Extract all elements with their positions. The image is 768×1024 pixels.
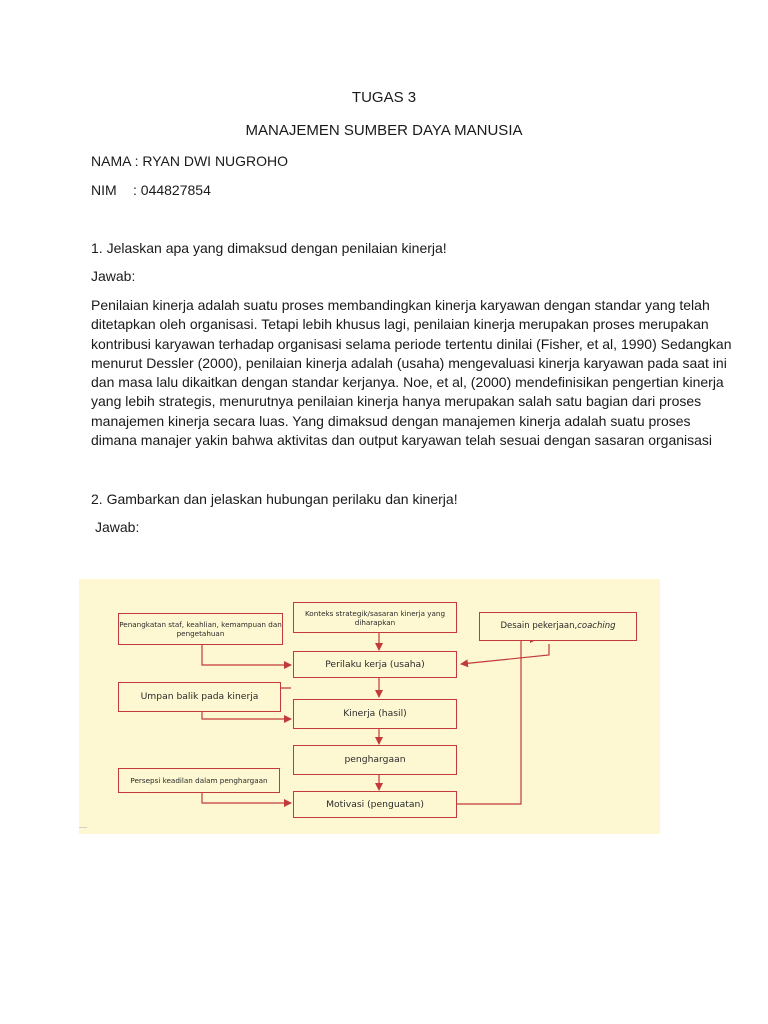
answer-line: manajemen kinerja secara luas. Yang dimaksud dengan manajemen kinerja adalah suatu proses: [91, 412, 691, 429]
student-nim: [91, 182, 211, 198]
arrow-fairness-to-motivation: [202, 793, 291, 803]
box-job-design: [479, 612, 637, 641]
answer-line: ditetapkan oleh organisasi. Tetapi lebih khusus lagi, penilaian kinerja merupakan proses merupakan: [91, 316, 709, 333]
box-motivation: Motivasi (penguatan): [293, 791, 457, 818]
box-staff-skills: Penangkatan staf, keahlian, kemampuan dan pengetahuan: [118, 613, 283, 645]
answer-label-1: Jawab:: [91, 268, 136, 284]
document-subtitle: MANAJEMEN SUMBER DAYA MANUSIA: [245, 122, 523, 139]
answer-line: yang lebih strategis, menurutnya penilaian kinerja hanya merupakan salah satu bagian dari proses: [91, 393, 702, 410]
answer-line: kontribusi karyawan terhadap organisasi selama periode tertentu dinilai (Fisher, et al, 1990) Sedangkan: [91, 335, 732, 352]
coaching-text: coaching: [577, 621, 616, 632]
answer-label-2: Jawab:: [95, 519, 140, 535]
answer-line: dan masa lalu dikaitkan dengan standar kerjanya. Noe, et al, (2000) mendefinisikan pengertian kinerja: [91, 374, 724, 391]
job-design-text: Desain pekerjaan,: [500, 621, 578, 632]
question-1: 1. Jelaskan apa yang dimaksud dengan penilaian kinerja!: [91, 240, 447, 256]
answer-line: menurut Dessler (2000), penilaian kinerja adalah (usaha) mengevaluasi kinerja karyawan pada saat ini: [91, 354, 727, 371]
arrow-feedback-to-performance: [202, 712, 291, 719]
nim-label: NIM: [91, 182, 117, 198]
answer-line: Penilaian kinerja adalah suatu proses membandingkan kinerja karyawan dengan standar yang telah: [91, 297, 710, 313]
answer-line: dimana manajer yakin bahwa aktivitas dan output karyawan telah sesuai dengan sasaran organisasi: [91, 432, 713, 449]
behavior-performance-diagram: [79, 579, 660, 834]
scan-mark: [79, 827, 87, 828]
box-fairness-perception: Persepsi keadilan dalam penghargaan: [118, 768, 280, 793]
answer-1-paragraph: [91, 296, 732, 450]
box-performance-feedback: Umpan balik pada kinerja: [118, 682, 281, 712]
student-name: NAMA : RYAN DWI NUGROHO: [91, 153, 289, 169]
document-title: TUGAS 3: [351, 89, 417, 106]
arrow-staff-to-behavior: [202, 643, 291, 665]
box-reward: penghargaan: [293, 745, 457, 775]
arrow-design-to-behavior: [461, 644, 549, 664]
box-work-behavior: Perilaku kerja (usaha): [293, 651, 457, 678]
question-2: 2. Gambarkan dan jelaskan hubungan perilaku dan kinerja!: [91, 491, 458, 507]
box-performance-result: Kinerja (hasil): [293, 699, 457, 729]
nim-value: : 044827854: [133, 182, 211, 198]
box-strategic-context: Konteks strategik/sasaran kinerja yang diharapkan: [293, 602, 457, 633]
